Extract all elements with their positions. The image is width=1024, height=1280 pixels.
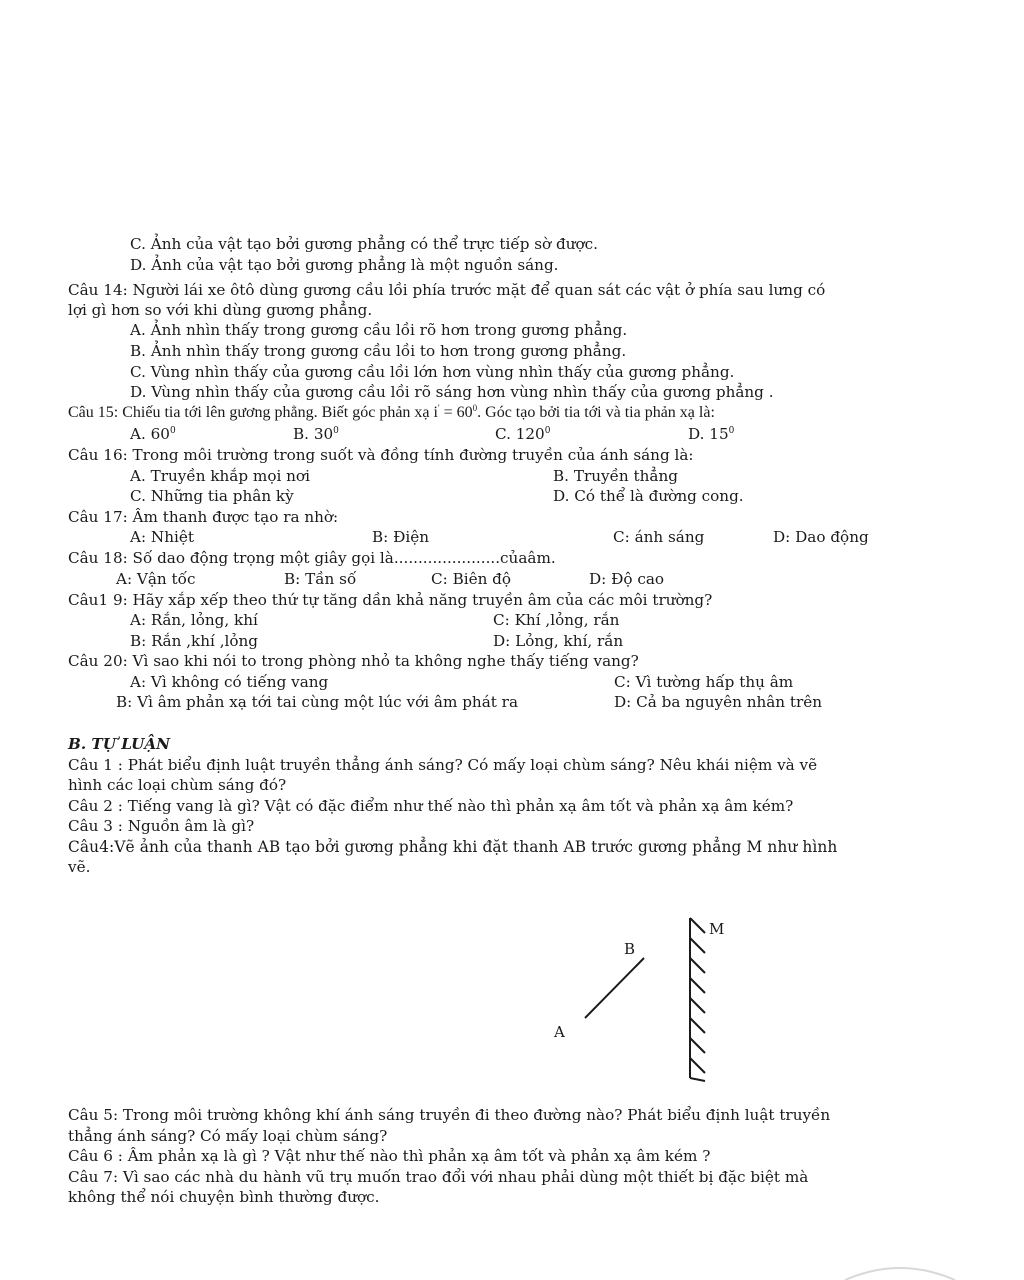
label-m: M — [709, 920, 725, 938]
essay-q7-line2: không thể nói chuyện bình thường được. — [68, 1188, 380, 1206]
essay-q1-line1: Câu 1 : Phát biểu định luật truyền thẳng ánh sáng? Có mấy loại chùm sáng? Nêu khái niệm và vẽ — [68, 756, 818, 774]
essay-q5-line2: thẳng ánh sáng? Có mấy loại chùm sáng? — [68, 1127, 388, 1145]
essay-q4-line1: Câu4:Vẽ ảnh của thanh AB tạo bởi gương phẳng khi đặt thanh AB trước gương phẳng M như hình — [68, 838, 838, 856]
q17-question: Câu 17: Âm thanh được tạo ra nhờ: — [68, 508, 339, 526]
q18-option-c: C: Biên độ — [431, 570, 512, 588]
q19-option-d: D: Lỏng, khí, rắn — [493, 632, 624, 650]
q20-option-a: A: Vì không có tiếng vang — [130, 673, 329, 691]
essay-q3: Câu 3 : Nguồn âm là gì? — [68, 817, 255, 835]
essay-q1-line2: hình các loại chùm sáng đó? — [68, 776, 287, 794]
q15-question: Câu 15: Chiếu tia tới lên gương phẳng. Biết góc phản xạ $i' = 60^0$. Góc tạo bởi tia tới và tia phản xạ là: — [68, 403, 715, 421]
label-a: A — [554, 1023, 565, 1041]
q18-question: Câu 18: Số dao động trọng một giây gọi là......................củaâm. — [68, 549, 556, 567]
q19-question: Câu1 9: Hãy xắp xếp theo thứ tự tăng dần khả năng truyền âm của các môi trường? — [68, 591, 713, 609]
q20-option-b: B: Vì âm phản xạ tới tai cùng một lúc với âm phát ra — [116, 693, 518, 711]
q18-option-b: B: Tần số — [284, 570, 357, 588]
q18-option-d: D: Độ cao — [589, 570, 665, 588]
q15-option-c: C. $120^0$ — [495, 425, 551, 443]
essay-q2: Câu 2 : Tiếng vang là gì? Vật có đặc điểm như thế nào thì phản xạ âm tốt và phản xạ âm kém? — [68, 797, 794, 815]
essay-q4-line2: vẽ. — [68, 858, 91, 876]
essay-q7-line1: Câu 7: Vì sao các nhà du hành vũ trụ muốn trao đổi với nhau phải dùng một thiết bị đặc biệt mà — [68, 1168, 809, 1186]
q16-option-d: D. Có thể là đường cong. — [553, 487, 744, 505]
q16-question: Câu 16: Trong môi trường trong suốt và đồng tính đường truyền của ánh sáng là: — [68, 446, 694, 464]
section-b-heading: B. TỰ LUẬN — [68, 735, 171, 753]
q17-option-d: D: Dao động — [773, 528, 869, 546]
q16-option-b: B. Truyền thẳng — [553, 467, 678, 485]
mirror-hatching — [690, 918, 705, 1081]
q17-option-b: B: Điện — [372, 528, 429, 546]
q15-option-d: D. $15^0$ — [688, 425, 735, 443]
q19-option-a: A: Rắn, lỏng, khí — [130, 611, 258, 629]
q19-option-c: C: Khí ,lỏng, rắn — [493, 611, 620, 629]
q18-option-a: A: Vận tốc — [116, 570, 196, 588]
q14-option-d: D. Vùng nhìn thấy của gương cầu lồi rõ sáng hơn vùng nhìn thấy của gương phẳng . — [130, 383, 774, 401]
q17-option-c: C: ánh sáng — [613, 528, 705, 546]
q16-option-c: C. Những tia phân kỳ — [130, 487, 294, 505]
q13-option-c: C. Ảnh của vật tạo bởi gương phẳng có thể trực tiếp sờ được. — [130, 235, 598, 253]
essay-q6: Câu 6 : Âm phản xạ là gì ? Vật như thế nào thì phản xạ âm tốt và phản xạ âm kém ? — [68, 1147, 711, 1165]
bottom-circle-mark — [840, 1262, 960, 1280]
q14-option-b: B. Ảnh nhìn thấy trong gương cầu lồi to hơn trong gương phẳng. — [130, 342, 627, 360]
q15-option-a: A. $60^0$ — [130, 425, 176, 443]
q20-option-c: C: Vì tường hấp thụ âm — [614, 673, 794, 691]
mirror-figure — [540, 905, 740, 1090]
label-b: B — [624, 940, 636, 958]
q20-question: Câu 20: Vì sao khi nói to trong phòng nhỏ ta không nghe thấy tiếng vang? — [68, 652, 639, 670]
q14-question-line2: lợi gì hơn so với khi dùng gương phẳng. — [68, 301, 373, 319]
essay-q5-line1: Câu 5: Trong môi trường không khí ánh sáng truyền đi theo đường nào? Phát biểu định luật truyền — [68, 1106, 831, 1124]
q20-option-d: D: Cả ba nguyên nhân trên — [614, 693, 823, 711]
q17-option-a: A: Nhiệt — [130, 528, 194, 546]
q19-option-b: B: Rắn ,khí ,lỏng — [130, 632, 259, 650]
q13-option-d: D. Ảnh của vật tạo bởi gương phẳng là một nguồn sáng. — [130, 256, 559, 274]
q14-option-a: A. Ảnh nhìn thấy trong gương cầu lồi rõ hơn trong gương phẳng. — [130, 321, 628, 339]
q14-option-c: C. Vùng nhìn thấy của gương cầu lồi lớn hơn vùng nhìn thấy của gương phẳng. — [130, 363, 735, 381]
q16-option-a: A. Truyền khắp mọi nơi — [130, 467, 310, 485]
q15-option-b: B. $30^0$ — [293, 425, 339, 443]
object-ab — [585, 958, 644, 1018]
q14-question-line1: Câu 14: Người lái xe ôtô dùng gương cầu lồi phía trước mặt để quan sát các vật ở phía sau lưng có — [68, 281, 826, 299]
